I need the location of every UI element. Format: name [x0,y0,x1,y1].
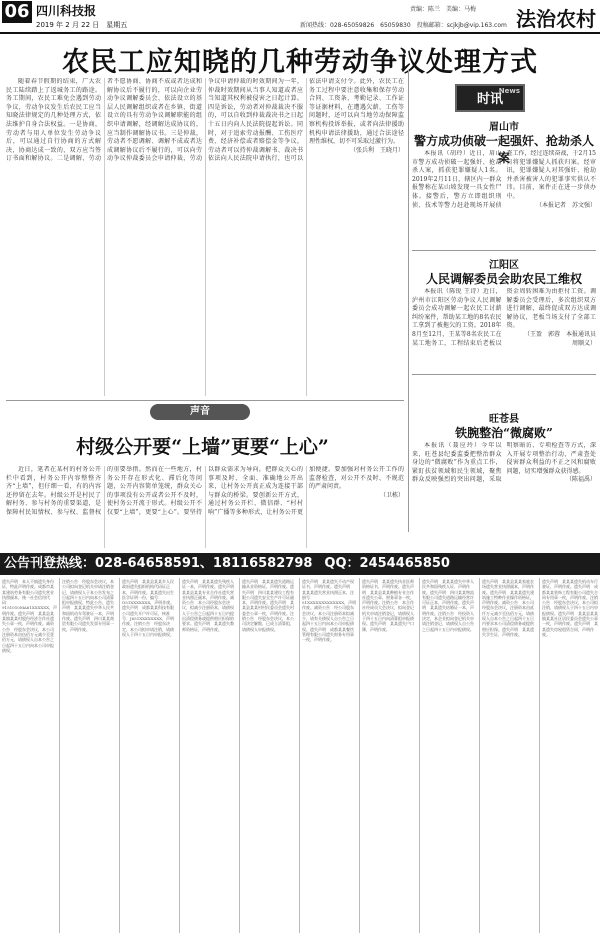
classified-notices [0,578,600,933]
notice-column: 注销公告 经股东会决议，本公司拟向登记机关申请注销登记，请债权人于本公告发布之日起四十五日内向本公司清算组申报债权。特此公告。遗失声明 某某某遗失中华人民共和国机动车驾驶证一本，声明作废。遗失声明 四川某某商贸有限公司遗失发票专用章一枚，声明作废。 [60,578,120,933]
notice-column: 遗失声明 某某某遗失残疾人证一本，声明作废。遗失声明 某某县某某专业合作社遗失营业执照正副本，声明作废。减资公告 本公司经股东会决议，拟减少注册资本，请债权人于公告之日起四十五日内提出清偿债务或提供相应担保的要求。遗失声明 某某遗失教师资格证，声明作废。 [180,578,240,933]
notice-column: 遗失声明 某某某遗失机动车行驶证，声明作废。遗失声明 成都某某装饰工程有限公司遗失合同专用章一枚，声明作废。注销公告 经股东会决议，本公司拟注销，请债权人于四十五日内申报债权。遗失声明 某某县某某镇某某社区居民委员会遗失公章一枚，声明作废。遗失声明 某某遗失房屋租赁合同，声明作废。 [542,579,598,637]
section-title: 法治农村 [516,7,596,31]
news-tag [455,84,525,112]
story3-body [412,442,596,546]
paper-name: 四川科技报 [36,4,97,18]
lead-headline: 农民工应知晓的几种劳动争议处理方式 [62,47,538,78]
commentary-label: 声音 [150,404,250,420]
issue-date: 2019 年 2 月 22 日 星期五 [36,21,128,29]
story3-text: 本报讯（聂应玲）今年以来，旺苍县纪委监委把整治群众身边的“微腐败”作为重点工作，紧盯扶贫领域和民生领域，聚焦群众反映强烈的突出问题，采取明察暗访、专项检查等方式，深入开展专项整治行动，严肃查处侵害群众利益的不正之风和腐败问题，切实增强群众获得感。 [412,442,596,484]
news-tag-label: 时讯 [476,92,503,107]
editors-credit: 责编：陈兰 美编：马梅 [410,6,477,13]
divider [6,400,404,401]
lead-article-text: 随着春节假期的结束，广大农民工陆续踏上了返城务工的路途。务工期间，农民工难免会遇到劳动争议，劳动争议发生后农民工应当知晓法律规定的几种处理方式，依法维护自身合法权益。一是协商，劳动者与用人单位发生劳动争议后，可以通过自行协商的方式解决，协商达成一致的，双方应当签订书面和解协议。二是调解，劳动者不愿协商、协商不成或者达成和解协议后不履行的，可以向企业劳动争议调解委员会、依法设立的基层人民调解组织或者在乡镇、街道设立的具有劳动争议调解职能的组织申请调解，经调解达成协议的，应当制作调解协议书。三是仲裁，劳动者不愿调解、调解不成或者达成调解协议后不履行的，可以向劳动争议仲裁委员会申请仲裁，劳动争议申请仲裁的时效期间为一年，仲裁时效期间从当事人知道或者应当知道其权利被侵害之日起计算。四是诉讼，劳动者对仲裁裁决不服的，可以自收到仲裁裁决书之日起十五日内向人民法院提起诉讼。同时，对于追索劳动报酬、工伤医疗费、经济补偿或者赔偿金等争议，劳动者可以持仲裁调解书、裁决书依法向人民法院申请执行，也可以依法申请支付令。此外，农民工在务工过程中要注意收集和保存劳动合同、工资条、考勤记录、工作证等证据材料，在遭遇欠薪、工伤等问题时，还可以向当地劳动保障监察机构投诉举报，或者向法律援助机构申请法律援助，通过合法途径理性维权，切不可采取过激行为。 [6,78,404,163]
lead-article-body [6,78,404,396]
story1-headline: 警方成功侦破一起强奸、抢劫杀人案 [413,134,594,165]
notice-column: 遗失声明 某某遗失执业医师资格证书，声明作废。遗失声明 某某县某某种植专业合作社遗失公章、财务章各一枚，声明作废。注销公告 本合作社经成员大会决议，拟向登记机关申请注销登记，请债权人于四十五日内向清算组申报债权。遗失声明 某某遗失户口簿，声明作废。 [360,578,420,933]
page-number: 06 [2,1,32,23]
story1-text: 本报讯（胡玲）近日，眉山市警方成功侦破一起强奸、抢劫杀人案，抓获犯罪嫌疑人1名。2019年2月11日，辖区内一群众报警称在某山坡发现一具女性尸体。接警后，警方立即组织刑侦、技术等警力赶赴现场开展侦查工作，经过连续奋战，于2月15日将犯罪嫌疑人抓获归案。经审讯，犯罪嫌疑人对其强奸、抢劫并杀害被害人的犯罪事实供认不讳。目前，案件正在进一步侦办中。 [412,150,596,209]
story1-body [412,150,596,246]
story1-dateline: 眉山市 [489,122,519,133]
story2-dateline: 江阳区 [489,260,519,271]
notice-bar-qq: QQ：2454465850 [324,556,450,571]
divider [412,250,596,251]
notice-column: 遗失声明 某某县某某乡人民政府遗失组织机构代码证正本，声明作废。某某遗失出生医学证明一份，编号：O51XXXXXXX，声明作废。遗失声明 成都某某科技有限公司遗失开户许可证，核准号：J651XXXXXXXX，声明作废。注销公告 经股东决定，本公司拟申请注销，请债权人于四十五日内申报债权。 [120,578,180,933]
story2-text: 本报讯（陈锐 王诗）近日，泸州市江阳区劳动争议人民调解委员会成功调解一起农民工讨薪纠纷案件，帮助某工地的8名农民工拿到了被拖欠的工资。2018年8月至12月，王某等8名农民工在某工地务工，工程结束后老板以资金周转困难为由拒付工资。调解委员会受理后，多次组织双方进行调解，最终促成双方达成调解协议，老板当场支付了全部工资。 [412,288,596,347]
lead-article-byline: （张兵利 王晓月） [349,146,404,154]
notice-column: 遗失声明 某某遗失不动产权证书，声明作废。遗失声明 某某某遗失营业执照正本，注册号：51XXXXXXXXXXXXX，声明作废。减资公告 经公司股东会决议，本公司注册资本拟减少，请有关债权人自公告之日起四十五日内向本公司申报债权。遗失声明 成都某某餐饮管理有限公司遗失财务专用章一枚，声明作废。 [300,578,360,933]
commentary-text: 近日，笔者在某村的村务公开栏中看到，村务公开内容整整齐齐“上墙”，但仔细一看，有的内容还停留在去年。村级公开是村民了解村务、参与村务的重要渠道，是保障村民知情权、参与权、监督权的重要举措。然而在一些地方，村务公开存在形式化、滞后化等问题，公开内容简单笼统，群众关心的事项没有公开或者公开不及时，使村务公开流于形式。村级公开不仅要“上墙”，更要“上心”。要坚持以群众需求为导向，把群众关心的事项及时、全面、准确地公开出来，让村务公开真正成为连接干部与群众的桥梁。要创新公开方式，通过村务公开栏、微信群、“村村响”广播等多种形式，让村务公开更加便捷。要加强对村务公开工作的监督检查，对公开不及时、不规范的严肃问责。 [6,466,404,516]
newsroom-hotline: 新闻热线：028-65059826 65059830 投稿邮箱：scjkjb@vip.163.com [300,22,507,29]
notice-bar-phones: 028-64658591、18116582798 [95,556,313,571]
story2-headline: 人民调解委员会助农民工维权 [425,272,582,286]
commentary-headline: 村级公开要“上墙”更要“上心” [76,436,329,458]
notice-hotline-bar [0,553,600,575]
notice-column: 遗失声明 某某某遗失中华人民共和国残疾人证，声明作废。遗失声明 四川某某物流有限公司遗失道路运输经营许可证正本，声明作废。遗失声明 某某遗失结婚证一本，声明作废。注销公告 经投资人决定，本企业拟向登记机关申请注销登记，请债权人自公告之日起四十五日内申报债权。 [420,578,480,933]
divider [412,374,596,375]
story3-byline: （陈福禹） [565,476,596,484]
story2-byline: （王盈 郭蓉 本报通讯员 周顺义） [523,330,596,347]
notice-column: 遗失声明 某某某遗失道路运输从业资格证，声明作废。遗失声明 四川某某建设工程有限公司遗失安全生产许可证副本，声明作废。遗失声明 某某县某某村村民委员会遗失村委会公章一枚，声明作废。注销公告 经股东会决议，本公司决定解散，已成立清算组，请债权人申报债权。 [240,578,300,933]
notice-column: 遗失声明 某某县某某家庭农场遗失营业执照副本，声明作废。遗失声明 某某某遗失建筑施工特种作业操作资格证，声明作废。减资公告 本公司经股东会决议，注册资本由贰仟万元减少至伍佰万元，请债权人自本公告之日起四十五日内要求本公司清偿债务或提供相应担保。遗失声明 某某遗失学生证，声明作废。 [480,578,540,933]
notice-bar-label: 公告刊登热线： [4,556,96,571]
commentary-byline: （卫栋） [379,491,404,499]
story3-dateline: 旺苍县 [489,414,519,425]
story3-headline: 铁腕整治“微腐败” [455,426,553,440]
commentary-body [6,466,404,548]
story1-byline: （本报记者 苏文强） [535,201,596,209]
story2-body [412,288,596,370]
masthead [0,0,600,34]
news-tag-sup: News [498,87,520,95]
notice-column: 遗失声明 本人不慎遗失身份证，特此声明作废。成都市某某建筑劳务有限公司遗失营业执照副本，统一社会信用代码：9151010MA61XXXXXX，声明作废。遗失声明 某某县某某镇某某村股份经济合作社遗失公章一枚，声明作废。减资公告 经股东会决议，本公司注册资本由伍佰万元减少至壹佰万元，请债权人自本公告之日起四十五日内向本公司申报债权。 [0,578,60,933]
